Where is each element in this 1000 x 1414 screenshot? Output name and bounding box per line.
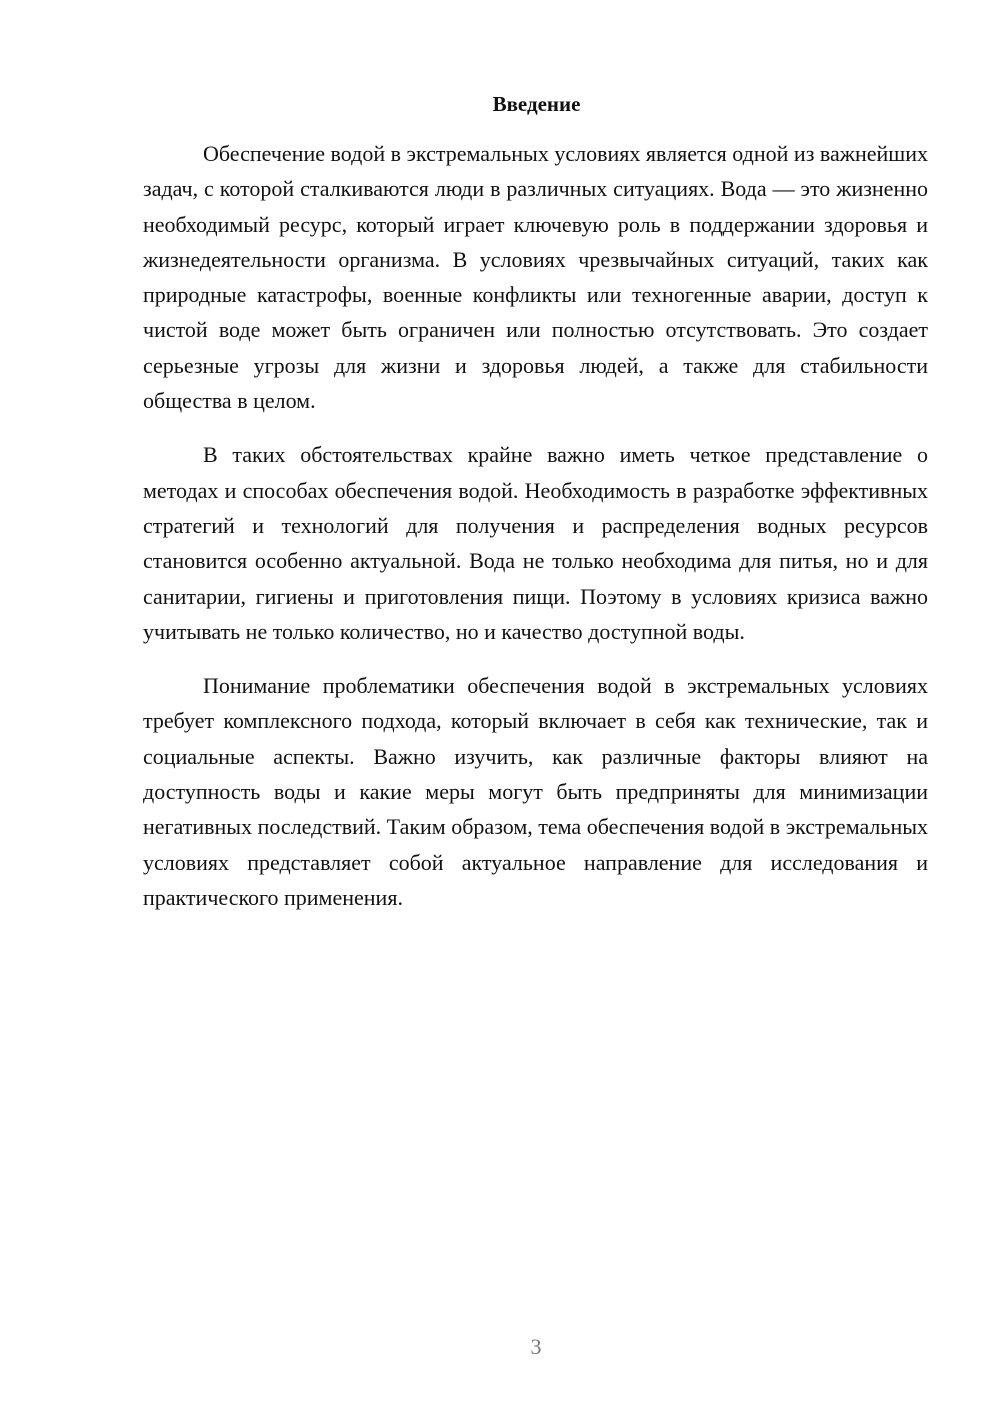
page-content [143,92,928,934]
section-heading: Введение [492,92,581,116]
paragraph-3: Понимание проблематики обеспечения водой в экстремальных условиях требует комплексного подхода, который включает в себя как технические, так и социальные аспекты. Важно изучить, как различные факторы влияют на доступность воды и какие меры могут быть предприняты для минимизации негативных последствий. Таким образом, тема обеспечения водой в экстремальных условиях представляет собой актуальное направление для исследования и практического применения. [143,673,928,910]
paragraph-2: В таких обстоятельствах крайне важно иметь четкое представление о методах и способах обеспечения водой. Необходимость в разработке эффективных стратегий и технологий для получения и распределения водных ресурсов становится особенно актуальной. Вода не только необходима для питья, но и для санитарии, гигиены и приготовления пищи. Поэтому в условиях кризиса важно учитывать не только количество, но и качество доступной воды. [143,442,928,644]
page-number: 3 [530,1334,542,1359]
paragraph-1: Обеспечение водой в экстремальных условиях является одной из важнейших задач, с которой сталкиваются люди в различных ситуациях. Вода — это жизненно необходимый ресурс, который играет ключевую роль в поддержании здоровья и жизнедеятельности организма. В условиях чрезвычайных ситуаций, таких как природные катастрофы, военные конфликты или техногенные аварии, доступ к чистой воде может быть ограничен или полностью отсутствовать. Это создает серьезные угрозы для жизни и здоровья людей, а также для стабильности общества в целом. [143,141,928,414]
